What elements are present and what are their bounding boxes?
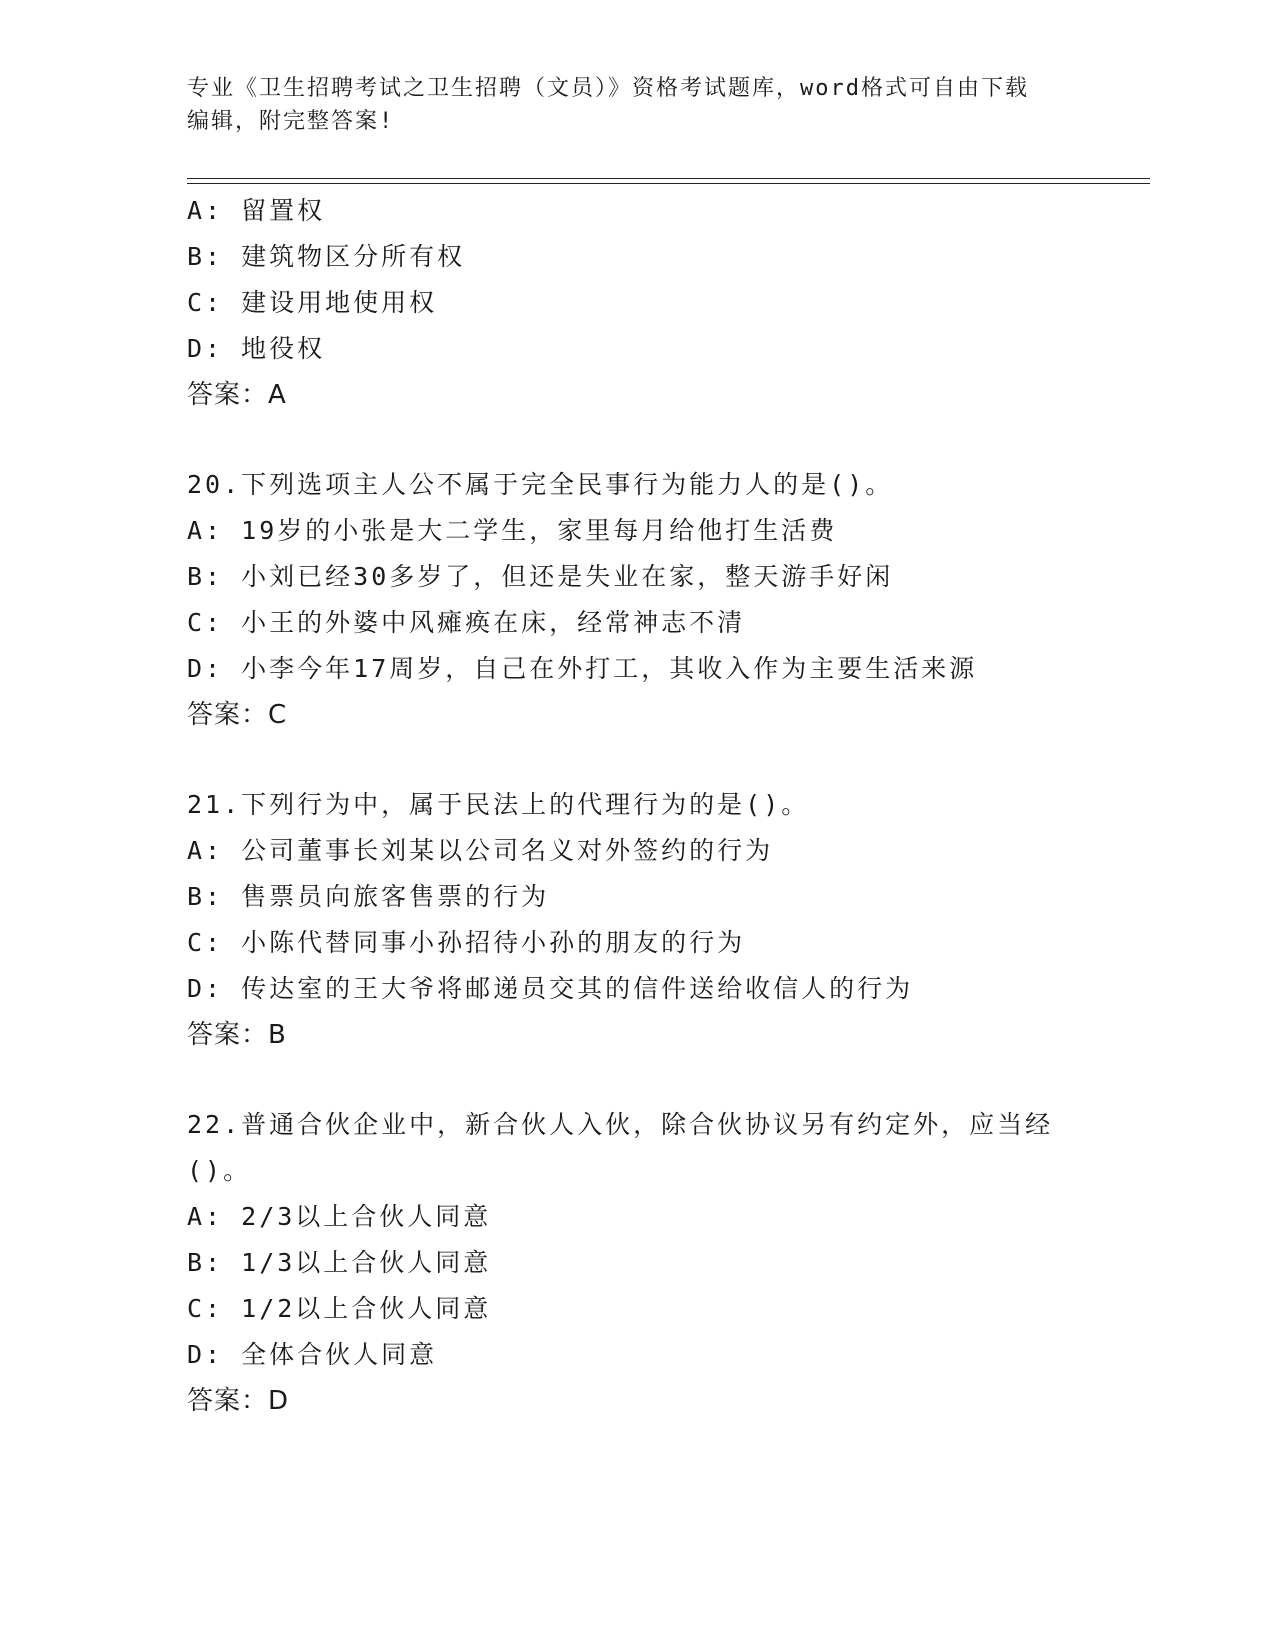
header-line-2: 编辑，附完整答案! — [187, 109, 395, 134]
option-a: A: 2/3以上合伙人同意 — [187, 1202, 492, 1231]
header-line-1: 专业《卫生招聘考试之卫生招聘（文员）》资格考试题库，word格式可自由下载 — [187, 76, 1029, 101]
block-spacer — [187, 1058, 1147, 1102]
option-d: D: 传达室的王大爷将邮递员交其的信件送给收信人的行为 — [187, 974, 914, 1003]
option-c: C: 1/2以上合伙人同意 — [187, 1294, 492, 1323]
answer-line: 答案：A — [187, 380, 287, 410]
option-d: D: 地役权 — [187, 334, 326, 363]
question-text: 21.下列行为中，属于民法上的代理行为的是()。 — [187, 790, 810, 819]
option-d: D: 小李今年17周岁，自己在外打工，其收入作为主要生活来源 — [187, 654, 978, 683]
option-b: B: 售票员向旅客售票的行为 — [187, 882, 550, 911]
option-b: B: 建筑物区分所有权 — [187, 242, 466, 271]
question-block-21 — [187, 782, 1147, 1058]
option-c: C: 小王的外婆中风瘫痪在床，经常神志不清 — [187, 608, 746, 637]
question-block-20 — [187, 462, 1147, 738]
answer-line: 答案：C — [187, 700, 288, 730]
option-a: A: 19岁的小张是大二学生，家里每月给他打生活费 — [187, 516, 838, 545]
question-text: 22.普通合伙企业中，新合伙人入伙，除合伙协议另有约定外，应当经 — [187, 1110, 1054, 1139]
block-spacer — [187, 418, 1147, 462]
answer-line: 答案：B — [187, 1020, 287, 1050]
answer-line: 答案：D — [187, 1386, 290, 1416]
option-a: A: 公司董事长刘某以公司名义对外签约的行为 — [187, 836, 774, 865]
option-c: C: 小陈代替同事小孙招待小孙的朋友的行为 — [187, 928, 746, 957]
question-text: 20.下列选项主人公不属于完全民事行为能力人的是()。 — [187, 470, 894, 499]
option-d: D: 全体合伙人同意 — [187, 1340, 438, 1369]
header-divider — [187, 178, 1150, 184]
option-c: C: 建设用地使用权 — [187, 288, 438, 317]
block-spacer — [187, 738, 1147, 782]
question-list — [187, 188, 1147, 1424]
question-block-19 — [187, 188, 1147, 418]
document-header — [187, 72, 1067, 138]
option-a: A: 留置权 — [187, 196, 326, 225]
option-b: B: 小刘已经30多岁了，但还是失业在家，整天游手好闲 — [187, 562, 894, 591]
question-text-continued: ()。 — [187, 1156, 252, 1185]
option-b: B: 1/3以上合伙人同意 — [187, 1248, 492, 1277]
question-block-22 — [187, 1102, 1147, 1424]
